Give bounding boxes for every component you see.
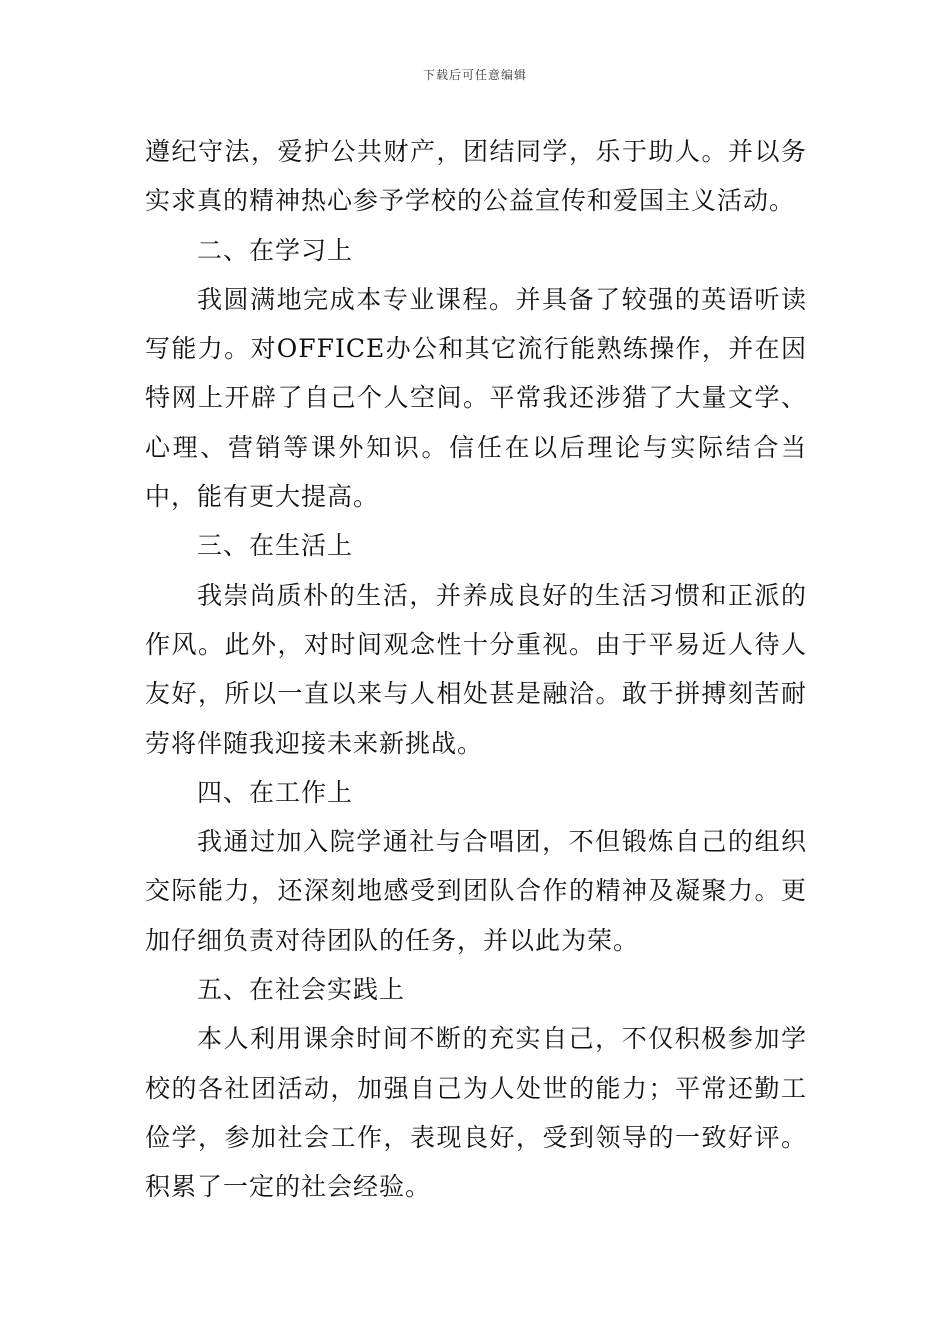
paragraph-study: 我圆满地完成本专业课程。并具备了较强的英语听读写能力。对OFFICE办公和其它流行能熟练操作，并在因特网上开辟了自己个人空间。平常我还涉猎了大量文学、心理、营销等课外知识。信任在以后理论与实际结合当中，能有更大提高。 — [145, 284, 807, 512]
section-heading-social-practice: 五、在社会实践上 — [197, 975, 406, 1005]
section-heading-study: 二、在学习上 — [197, 235, 354, 265]
paragraph-work: 我通过加入院学通社与合唱团，不但锻炼自己的组织交际能力，还深刻地感受到团队合作的精神及凝聚力。更加仔细负责对待团队的任务，并以此为荣。 — [145, 827, 807, 955]
section-heading-life: 三、在生活上 — [197, 531, 354, 561]
paragraph-intro: 遵纪守法，爱护公共财产，团结同学，乐于助人。并以务实求真的精神热心参予学校的公益宣传和爱国主义活动。 — [145, 137, 807, 216]
paragraph-life: 我崇尚质朴的生活，并养成良好的生活习惯和正派的作风。此外，对时间观念性十分重视。由于平易近人待人友好，所以一直以来与人相处甚是融洽。敢于拼搏刻苦耐劳将伴随我迎接未来新挑战。 — [145, 580, 807, 758]
paragraph-social-practice: 本人利用课余时间不断的充实自己，不仅积极参加学校的各社团活动，加强自己为人处世的能力；平常还勤工俭学，参加社会工作，表现良好，受到领导的一致好评。积累了一定的社会经验。 — [145, 1024, 807, 1202]
header-note: 下载后可任意编辑 — [422, 68, 527, 82]
document-body — [145, 127, 807, 1212]
section-heading-work: 四、在工作上 — [197, 777, 354, 807]
